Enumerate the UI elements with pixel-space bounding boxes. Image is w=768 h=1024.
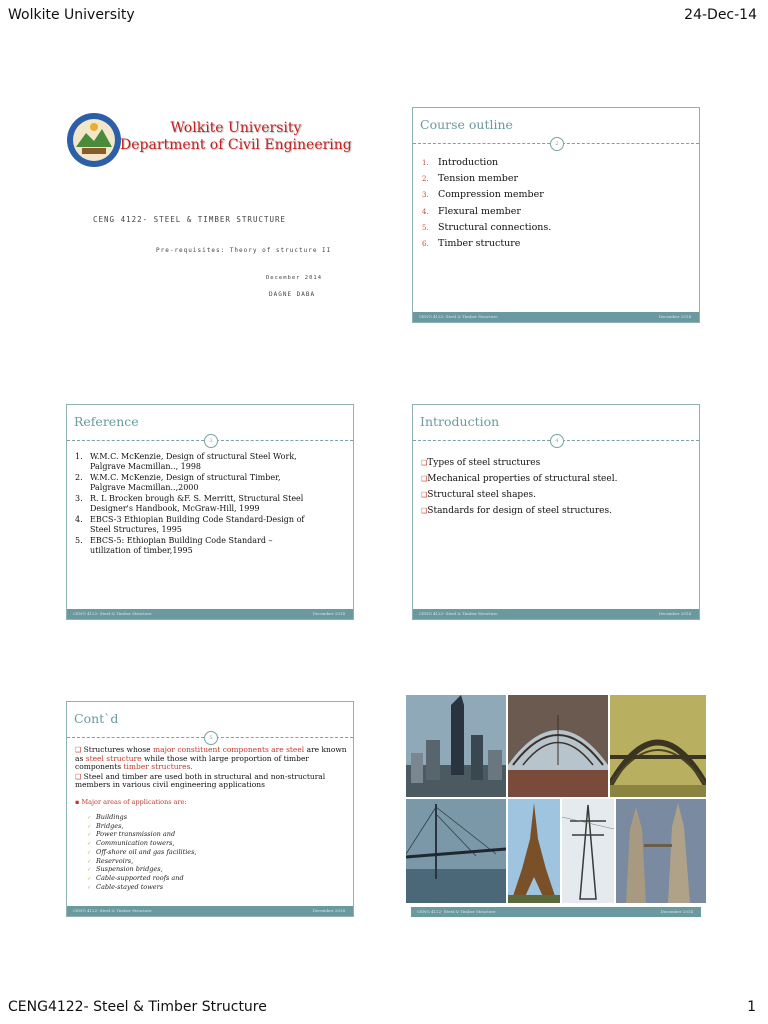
list-item: ❑Standards for design of steel structures. <box>421 506 612 516</box>
slide-date: December 2014 <box>266 275 323 281</box>
check-icon: ✓ <box>87 815 92 821</box>
list-item: 5. EBCS-5: Ethiopian Building Code Standard – utilization of timber,1995 <box>75 536 273 555</box>
slide-reference <box>66 404 354 620</box>
slide-course-outline <box>412 107 700 323</box>
arch-bridge-photo <box>610 695 706 797</box>
paragraph: ❑ Structures whose major constituent components are steel are known as steel structure while those with large proportion of timber components timber structures. <box>75 745 347 772</box>
list-item: ❑Types of steel structures <box>421 458 541 468</box>
slide-footer: CENG 4122- Steel & Timber Structure December 2014 <box>67 906 353 916</box>
page-header-title: Wolkite University <box>8 7 135 23</box>
bullet-icon: ▪ <box>75 798 80 806</box>
list-item: ✓ Cable-supported roofs and <box>87 873 184 882</box>
list-item: ✓ Cable-stayed towers <box>87 882 164 891</box>
course-title: CENG 4122- STEEL & TIMBER STRUCTURE <box>93 215 287 224</box>
list-item: ✓ Reservoirs, <box>87 856 134 865</box>
skyscraper-photo <box>406 695 506 797</box>
applications-list <box>87 814 197 892</box>
checkbox-bullet-icon: ❑ <box>421 491 428 499</box>
slide-body <box>75 746 347 791</box>
list-item: 2. W.M.C. McKenzie, Design of structural Timber, Palgrave Macmillan..,2000 <box>75 473 281 492</box>
slide-number: 2 <box>550 137 564 151</box>
check-icon: ✓ <box>87 875 92 882</box>
list-item: ✓ Bridges, <box>87 821 124 830</box>
list-item: ✓ Buildings <box>87 813 128 821</box>
slide-footer: CENG 4122- Steel & Timber Structure December 2014 <box>413 312 699 322</box>
checkbox-bullet-icon: ❑ <box>421 459 428 467</box>
list-item: ✓ Suspension bridges, <box>87 865 163 874</box>
cable-bridge-photo <box>406 799 506 903</box>
university-name: Wolkite University <box>170 120 302 136</box>
list-item: 2. Tension member <box>422 173 518 185</box>
slide-number: 4 <box>550 434 564 448</box>
list-item: ✓ Off-shore oil and gas facilities, <box>87 847 197 856</box>
slide-heading: Cont`d <box>74 711 119 726</box>
slide-introduction <box>412 404 700 620</box>
reference-list <box>75 452 343 557</box>
list-item: 3. Compression member <box>422 189 544 201</box>
list-item: 1. W.M.C. McKenzie, Design of structural Steel Work, Palgrave Macmillan.., 1998 <box>75 452 297 471</box>
eiffel-tower-photo <box>508 799 560 903</box>
page-header-date: 24-Dec-14 <box>684 7 757 23</box>
department-name: Department of Civil Engineering <box>120 137 352 153</box>
intro-list <box>421 455 617 519</box>
author-name: DAGNE DABA <box>269 291 316 298</box>
slide-photo-collage <box>406 695 706 917</box>
slide-heading: Reference <box>74 414 139 429</box>
station-roof-photo <box>508 695 608 797</box>
slide-title <box>66 107 354 323</box>
twin-towers-photo <box>616 799 706 903</box>
slide-number: 3 <box>204 434 218 448</box>
prerequisites: Pre-requisites: Theory of structure II <box>156 247 332 254</box>
slide-contd <box>66 701 354 917</box>
slide-footer: CENG 4122- Steel & Timber Structure December 2014 <box>413 609 699 619</box>
check-icon: ✓ <box>87 884 92 891</box>
list-item: 3. R. L Brocken brough &F. S. Merritt, Structural Steel Designer's Handbook, McGraw-Hill, 1999 <box>75 494 304 513</box>
check-icon: ✓ <box>87 867 92 874</box>
check-icon: ✓ <box>87 841 92 848</box>
paragraph: ❑ Steel and timber are used both in structural and non-structural members in various civil engineering applications <box>75 771 326 790</box>
page-number: 1 <box>747 999 756 1015</box>
slide-number: 5 <box>204 731 218 745</box>
list-item: 4. EBCS-3 Ethiopian Building Code Standard-Design of Steel Structures, 1995 <box>75 515 305 534</box>
list-item: ❑Structural steel shapes. <box>421 490 536 500</box>
slide-heading: Introduction <box>420 414 500 429</box>
slide-footer: CENG 4122- Steel & Timber Structure December 2014 <box>67 609 353 619</box>
transmission-tower-photo <box>562 799 614 903</box>
slide-footer: CENG 4122- Steel & Timber Structure December 2014 <box>411 907 701 917</box>
checkbox-bullet-icon: ❑ <box>75 746 82 754</box>
checkbox-bullet-icon: ❑ <box>421 475 428 483</box>
list-item: ✓ Power transmission and <box>87 830 176 839</box>
checkbox-bullet-icon: ❑ <box>75 772 82 781</box>
university-department-title <box>120 120 352 154</box>
check-icon: ✓ <box>87 849 92 856</box>
list-item: ✓ Communication towers, <box>87 839 175 848</box>
check-icon: ✓ <box>87 823 92 830</box>
check-icon: ✓ <box>87 832 92 839</box>
applications-heading: ▪ Major areas of applications are: <box>75 798 187 806</box>
slide-heading: Course outline <box>420 117 513 132</box>
list-item: 5. Structural connections. <box>422 221 552 233</box>
page-footer-course: CENG4122- Steel & Timber Structure <box>8 999 267 1015</box>
list-item: 6. Timber structure <box>422 238 521 250</box>
outline-list <box>422 155 551 252</box>
list-item: ❑Mechanical properties of structural steel. <box>421 474 618 484</box>
check-icon: ✓ <box>87 858 92 865</box>
list-item: 4. Flexural member <box>422 205 521 217</box>
list-item: 1. Introduction <box>422 157 499 168</box>
checkbox-bullet-icon: ❑ <box>421 507 428 515</box>
university-logo <box>66 111 122 169</box>
